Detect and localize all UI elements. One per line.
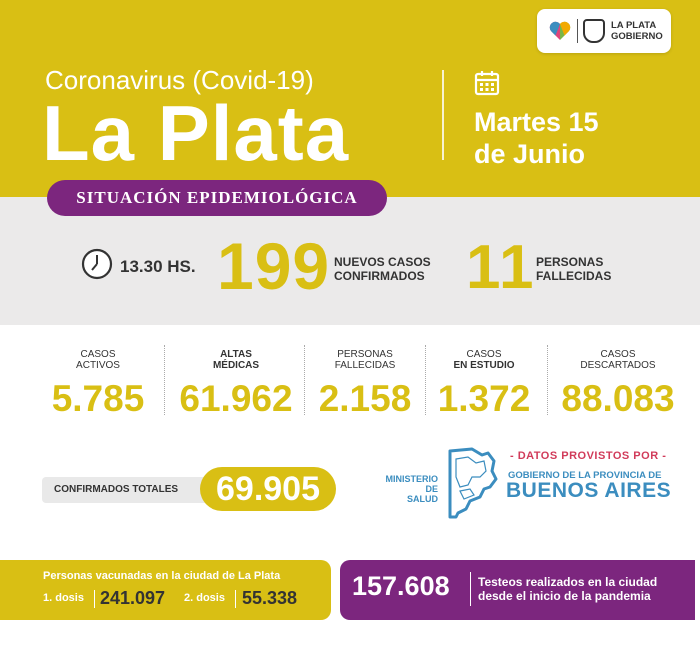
buenos-aires-logo: BUENOS AIRES	[506, 479, 672, 502]
stat-value: 61.962	[179, 378, 293, 419]
stat-active-cases	[38, 349, 158, 420]
ministerio-label	[373, 474, 438, 504]
stat-total-deaths	[305, 349, 425, 420]
city-title: La Plata	[42, 89, 350, 177]
heart-icon	[549, 20, 571, 42]
stat-value: 5.785	[51, 378, 145, 419]
stat-label	[176, 349, 296, 373]
stat-value: 2.158	[318, 378, 412, 419]
seal-icon	[583, 19, 605, 43]
date-line-1: Martes 15	[474, 107, 599, 137]
date-line-2: de Junio	[474, 139, 586, 169]
dose2-divider	[235, 590, 236, 608]
tests-label-1: Testeos realizados en la ciudad	[478, 575, 658, 589]
deaths-label-1: PERSONAS	[536, 255, 604, 269]
stat-label-1: CASOS	[466, 349, 502, 360]
dose2-label: 2. dosis	[184, 592, 225, 604]
stat-label-1: CASOS	[80, 349, 116, 360]
stat-label	[305, 349, 425, 373]
report-time: 13.30 HS.	[120, 257, 196, 276]
report-date	[474, 106, 599, 170]
new-cases-label-1: NUEVOS CASOS	[334, 255, 431, 269]
stat-under-study	[424, 349, 544, 420]
deaths-label	[536, 255, 611, 283]
tests-divider	[470, 572, 471, 606]
vaccination-title: Personas vacunadas en la ciudad de La Plata	[43, 570, 281, 582]
covid-subtitle: Coronavirus (Covid-19)	[45, 65, 314, 95]
stat-label-2: EN ESTUDIO	[453, 360, 515, 371]
stat-divider	[547, 345, 548, 415]
stat-label-1: CASOS	[600, 349, 636, 360]
stat-label-2: MÉDICAS	[212, 360, 260, 371]
province-government: GOBIERNO DE LA PROVINCIA DE	[508, 470, 662, 481]
clock-icon	[81, 248, 113, 280]
new-cases-label-2: CONFIRMADOS	[334, 269, 425, 283]
situation-pill: SITUACIÓN EPIDEMIOLÓGICA	[47, 180, 387, 216]
stat-discharges	[176, 349, 296, 420]
header-divider	[442, 70, 444, 160]
new-cases-value: 199	[217, 229, 331, 303]
stat-divider	[164, 345, 165, 415]
ministerio-line-2: SALUD	[407, 494, 438, 504]
dose1-label: 1. dosis	[43, 592, 84, 604]
data-provided-by: - DATOS PROVISTOS POR -	[510, 450, 667, 462]
stat-label	[558, 349, 678, 373]
tests-value: 157.608	[352, 571, 450, 601]
stat-label-2: FALLECIDAS	[334, 360, 396, 371]
confirmed-label: CONFIRMADOS TOTALES	[54, 484, 179, 495]
calendar-icon	[474, 70, 500, 96]
stat-label-1: ALTAS	[220, 349, 252, 360]
stat-label	[38, 349, 158, 373]
province-map-icon	[446, 447, 498, 519]
deaths-value: 11	[466, 233, 536, 302]
dose2-value: 55.338	[242, 588, 298, 608]
confirmed-value: 69.905	[200, 467, 336, 511]
stat-label-2: ACTIVOS	[76, 360, 120, 371]
logo-line-1: LA PLATA	[611, 20, 657, 31]
logo-divider	[577, 19, 578, 43]
dose1-divider	[94, 590, 95, 608]
logo-text	[611, 20, 663, 42]
la-plata-logo	[537, 9, 671, 53]
logo-line-2: GOBIERNO	[611, 31, 663, 42]
stat-value: 1.372	[437, 378, 531, 419]
tests-label	[478, 575, 657, 603]
dose1-value: 241.097	[100, 588, 166, 608]
ministerio-line-1: MINISTERIO DE	[385, 474, 438, 494]
tests-label-2: desde el inicio de la pandemia	[478, 589, 651, 603]
stat-discarded	[558, 349, 678, 420]
stat-label-1: PERSONAS	[337, 349, 393, 360]
new-cases-label	[334, 255, 431, 283]
stat-value: 88.083	[561, 378, 675, 419]
stat-label-2: DESCARTADOS	[580, 360, 656, 371]
deaths-label-2: FALLECIDAS	[536, 269, 612, 283]
stat-label	[424, 349, 544, 373]
